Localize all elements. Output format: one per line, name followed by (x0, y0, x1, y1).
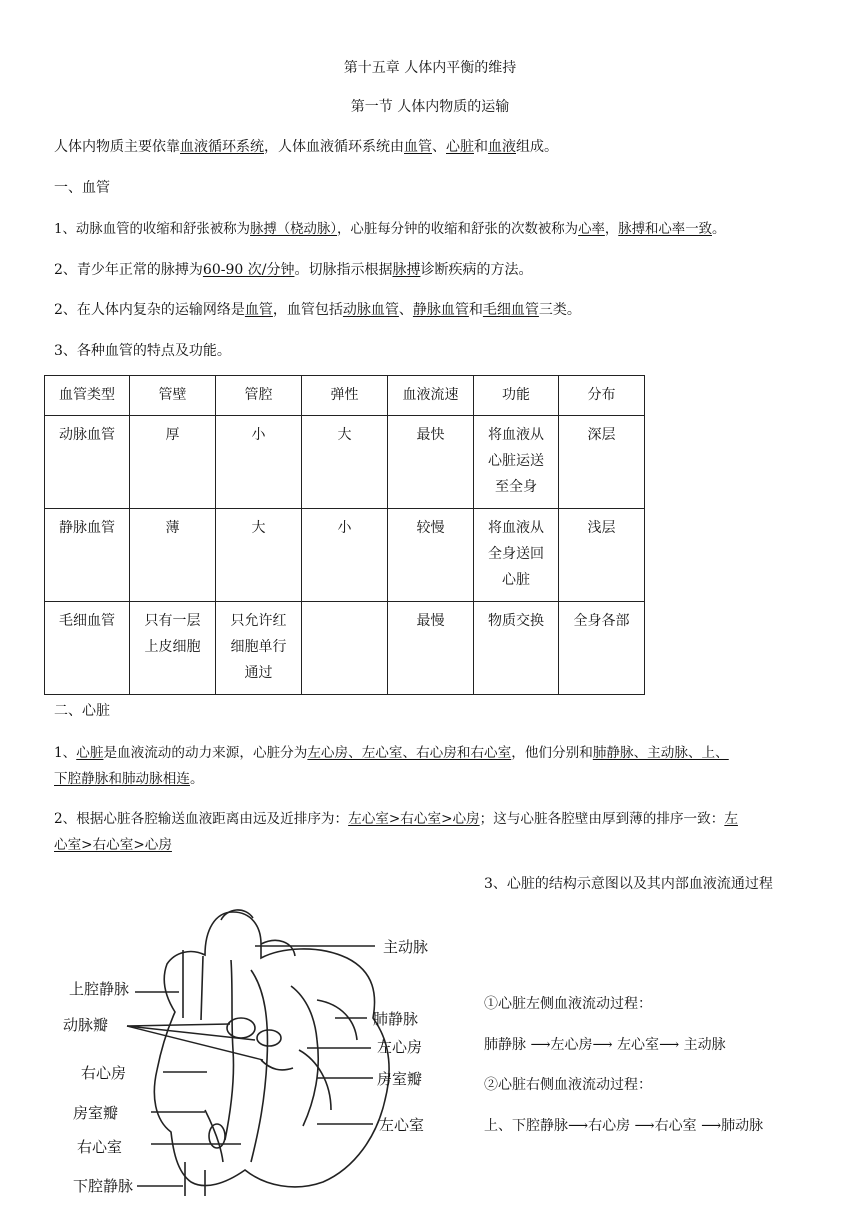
arrow-right-icon: ⟶ (592, 1037, 613, 1053)
table-cell: 大 (302, 416, 388, 509)
table-cell: 毛细血管 (45, 602, 130, 695)
label-pulmonary-vein: 肺静脉 (373, 1010, 419, 1028)
paragraph-pulse-rate: 2、青少年正常的脉搏为60-90 次/分钟。切脉指示根据脉搏诊断疾病的方法。 (54, 262, 533, 278)
paragraph-table-intro: 3、各种血管的特点及功能。 (54, 343, 231, 359)
table-cell: 静脉血管 (45, 509, 130, 602)
table-cell: 薄 (130, 509, 216, 602)
label-aorta: 主动脉 (383, 938, 429, 956)
table-cell: 最慢 (388, 602, 474, 695)
paragraph-chamber-order-cont: 心室>右心室>心房 (54, 837, 172, 853)
table-cell: 动脉血管 (45, 416, 130, 509)
heart-diagram (55, 900, 445, 1200)
table-cell: 厚 (130, 416, 216, 509)
arrow-right-icon: ⟶ (659, 1037, 680, 1053)
arrow-right-icon: ⟶ (701, 1118, 722, 1134)
table-cell: 只有一层上皮细胞 (130, 602, 216, 695)
table-cell: 全身各部 (559, 602, 645, 695)
table-cell: 将血液从心脏运送至全身 (474, 416, 559, 509)
paragraph-heart-chambers: 1、心脏是血液流动的动力来源，心脏分为左心房、左心室、右心房和右心室，他们分别和肺静脉、主动脉、上、 (54, 745, 729, 761)
section-heading-heart: 二、心脏 (54, 703, 110, 719)
table-header-row (45, 376, 645, 416)
left-flow-steps: 肺静脉 ⟶左心房⟶ 左心室⟶ 主动脉 (484, 1037, 726, 1053)
left-flow-title: ①心脏左侧血液流动过程： (484, 996, 652, 1012)
paragraph-pulse: 1、动脉血管的收缩和舒张被称为脉搏（桡动脉），心脏每分钟的收缩和舒张的次数被称为心率，脉搏和心率一致。 (54, 222, 726, 237)
table-cell: 物质交换 (474, 602, 559, 695)
heart-outline-icon (154, 910, 389, 1196)
right-flow-steps: 上、下腔静脉⟶右心房 ⟶右心室 ⟶肺动脉 (484, 1118, 764, 1134)
table-cell: 最快 (388, 416, 474, 509)
section-title: 第一节 人体内物质的运输 (350, 99, 510, 115)
table-row (45, 602, 645, 695)
paragraph-heart-chambers-cont: 下腔静脉和肺动脉相连。 (54, 771, 204, 787)
label-right-ventricle: 右心室 (77, 1138, 123, 1156)
table-cell: 深层 (559, 416, 645, 509)
label-left-atrium: 左心房 (377, 1038, 423, 1056)
label-av-valve-right: 房室瓣 (73, 1104, 119, 1122)
table-header-cell: 管壁 (130, 376, 216, 416)
table-cell: 将血液从全身送回心脏 (474, 509, 559, 602)
table-row (45, 416, 645, 509)
table-header-cell: 分布 (559, 376, 645, 416)
table-cell: 小 (216, 416, 302, 509)
table-cell: 大 (216, 509, 302, 602)
label-superior-vena-cava: 上腔静脉 (69, 980, 130, 998)
section-heading-vessels: 一、血管 (54, 180, 110, 196)
right-flow-title: ②心脏右侧血液流动过程： (484, 1077, 652, 1093)
table-header-cell: 管腔 (216, 376, 302, 416)
table-cell: 只允许红细胞单行通过 (216, 602, 302, 695)
intro-paragraph: 人体内物质主要依靠血液循环系统，人体血液循环系统由血管、心脏和血液组成。 (54, 139, 558, 155)
arrow-right-icon: ⟶ (530, 1037, 551, 1053)
table-cell: 较慢 (388, 509, 474, 602)
paragraph-diagram-intro: 3、心脏的结构示意图以及其内部血液流通过程 (484, 876, 773, 892)
label-right-atrium: 右心房 (81, 1064, 127, 1082)
table-row (45, 509, 645, 602)
label-av-valve-left: 房室瓣 (377, 1070, 423, 1088)
table-cell: 小 (302, 509, 388, 602)
table-header-cell: 弹性 (302, 376, 388, 416)
table-cell (302, 602, 388, 695)
vessel-comparison-table (44, 375, 645, 695)
arrow-right-icon: ⟶ (568, 1118, 589, 1134)
label-inferior-vena-cava: 下腔静脉 (73, 1177, 134, 1195)
arrow-right-icon: ⟶ (634, 1118, 655, 1134)
paragraph-vessel-types: 2、在人体内复杂的运输网络是血管，血管包括动脉血管、静脉血管和毛细血管三类。 (54, 302, 581, 318)
chapter-title: 第十五章 人体内平衡的维持 (343, 60, 517, 76)
table-header-cell: 血液流速 (388, 376, 474, 416)
label-arterial-valve: 动脉瓣 (63, 1016, 109, 1034)
table-header-cell: 血管类型 (45, 376, 130, 416)
table-header-cell: 功能 (474, 376, 559, 416)
paragraph-chamber-order: 2、根据心脏各腔输送血液距离由远及近排序为：左心室>右心室>心房；这与心脏各腔壁由厚到薄的排序一致：左 (54, 811, 738, 827)
table-cell: 浅层 (559, 509, 645, 602)
label-left-ventricle: 左心室 (379, 1116, 425, 1134)
